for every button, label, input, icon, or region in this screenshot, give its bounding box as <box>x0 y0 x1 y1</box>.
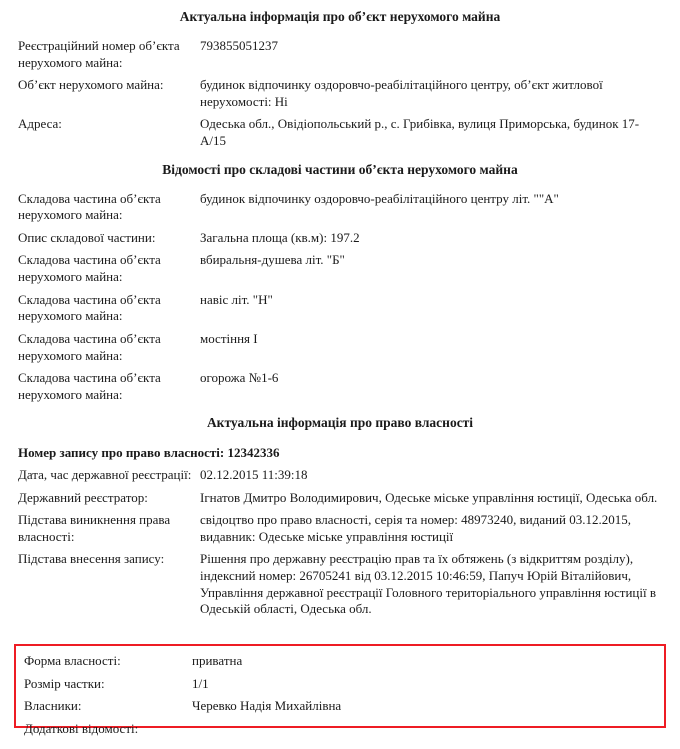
row-value: 793855051237 <box>200 37 278 53</box>
table-row <box>18 328 662 367</box>
section-title-ownership: Актуальна інформація про право власності <box>206 415 474 431</box>
row-label: Складова частина об’єкта нерухомого майна: <box>18 291 161 324</box>
row-value: 1/1 <box>192 675 209 691</box>
row-label: Державний реєстратор: <box>18 489 148 505</box>
row-value: вбиральня-душева літ. "Б" <box>200 252 345 268</box>
highlighted-ownership-block <box>14 644 666 736</box>
row-value: будинок відпочинку оздоровчо-реабілітаційного центру літ. ""А" <box>200 190 559 206</box>
table-row <box>18 74 662 113</box>
row-value: 02.12.2015 11:39:18 <box>200 466 308 482</box>
row-label: Дата, час державної реєстрації: <box>18 466 192 482</box>
ownership-record-number: Номер запису про право власності: 12342336 <box>18 445 280 461</box>
table-row <box>20 650 660 673</box>
row-label: Підстава внесення запису: <box>18 551 165 567</box>
row-value: огорожа №1-6 <box>200 370 279 386</box>
table-row <box>18 464 662 487</box>
row-label: Складова частина об’єкта нерухомого майна: <box>18 330 161 363</box>
table-row <box>18 487 662 510</box>
table-row <box>18 548 662 621</box>
row-label: Складова частина об’єкта нерухомого майна: <box>18 370 161 402</box>
row-value: Рішення про державну реєстрацію прав та їх обтяжень (з відкриттям розділу), індексний номер: 26705241 від 03.12.2015 10:46:59, Папуч Юрій Віталійович, Управління державної реєстрації Головного територіального управління юстиції в Одеській області, Одеська обл. <box>200 551 656 617</box>
row-label: Складова частина об’єкта нерухомого майна: <box>18 190 161 223</box>
row-value: Ігнатов Дмитро Володимирович, Одеське міське управління юстиції, Одеська обл. <box>200 489 658 505</box>
row-value: Черевко Надія Михайлівна <box>192 698 342 714</box>
table-row <box>20 673 660 696</box>
row-value: приватна <box>192 653 243 668</box>
ownership-table <box>18 464 662 621</box>
table-row <box>18 249 662 288</box>
row-label: Підстава виникнення права власності: <box>18 512 171 544</box>
components-table <box>18 188 662 407</box>
row-value <box>192 718 660 741</box>
row-label: Розмір частки: <box>24 675 105 691</box>
row-value: мостіння І <box>200 330 258 346</box>
section-title-property-info: Актуальна інформація про об’єкт нерухомого майна <box>179 9 501 24</box>
row-label: Складова частина об’єкта нерухомого майна: <box>18 252 161 284</box>
row-label: Адреса: <box>18 116 62 132</box>
table-row <box>18 289 662 328</box>
table-row <box>20 718 660 741</box>
row-label: Додаткові відомості: <box>24 720 139 736</box>
row-label: Власники: <box>24 698 82 714</box>
table-row <box>18 509 662 548</box>
row-value: Одеська обл., Овідіопольський р., с. Грибівка, вулиця Приморська, будинок 17-А/15 <box>200 116 640 148</box>
property-info-table <box>18 35 662 153</box>
row-label: Об’єкт нерухомого майна: <box>18 77 164 93</box>
row-label: Опис складової частини: <box>18 229 156 245</box>
row-label: Форма власності: <box>24 653 121 668</box>
table-row <box>18 227 662 250</box>
row-value: навіс літ. "Н" <box>200 291 273 307</box>
table-row <box>18 113 662 152</box>
table-row <box>18 367 662 406</box>
section-title-components: Відомості про складові частини об’єкта нерухомого майна <box>162 161 518 177</box>
row-value: Загальна площа (кв.м): 197.2 <box>200 229 360 245</box>
table-row <box>18 35 662 74</box>
highlighted-ownership-table <box>20 650 660 741</box>
row-value: свідоцтво про право власності, серія та номер: 48973240, виданий 03.12.2015, видавник: Одеське міське управління юстиції <box>200 512 631 544</box>
table-row <box>20 695 660 718</box>
row-label: Реєстраційний номер об’єкта нерухомого майна: <box>18 37 180 70</box>
row-value: будинок відпочинку оздоровчо-реабілітаційного центру, об’єкт житлової нерухомості: Ні <box>200 77 603 109</box>
table-row <box>18 188 662 227</box>
